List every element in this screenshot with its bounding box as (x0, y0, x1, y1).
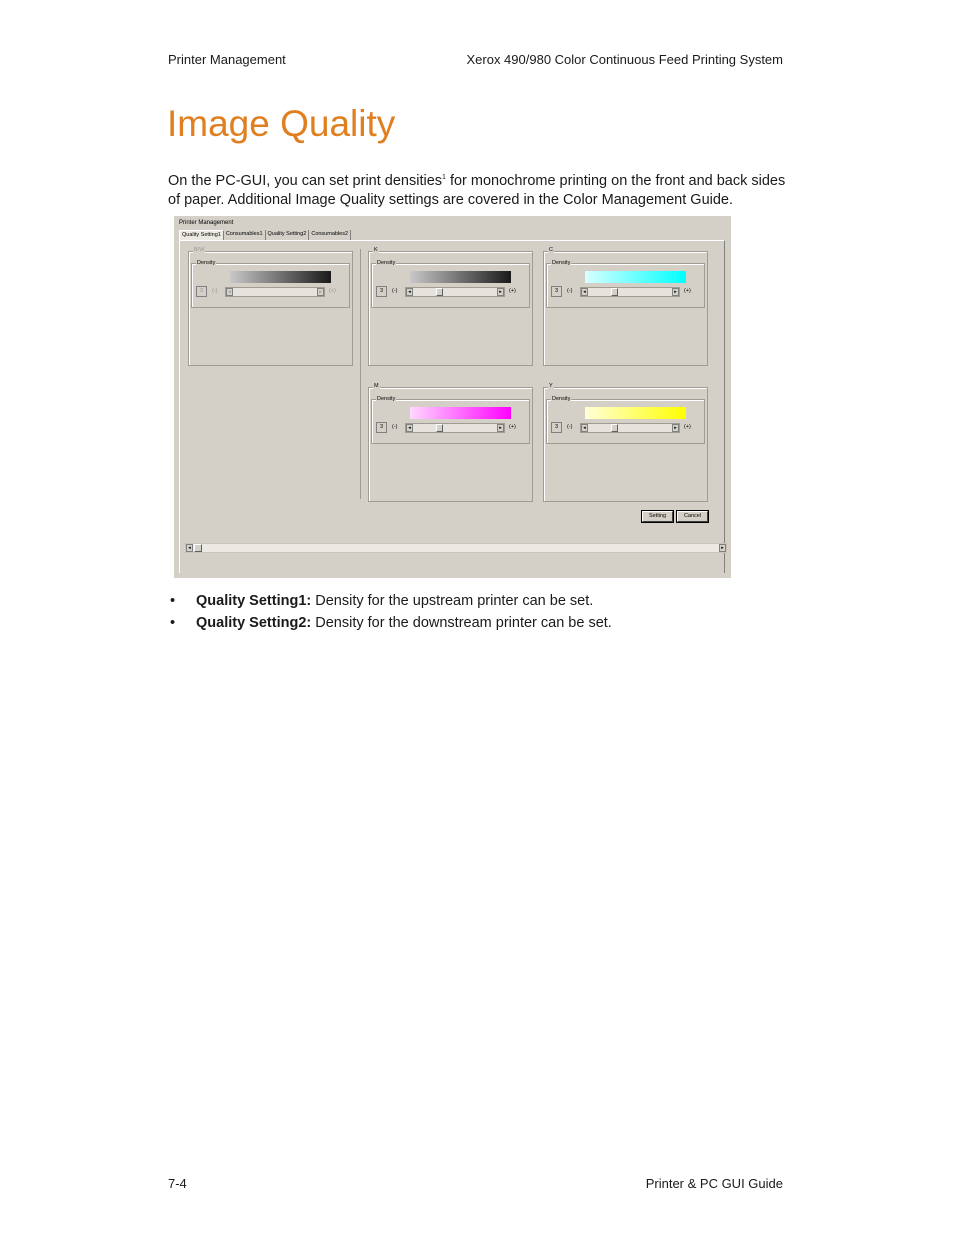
left-arrow-icon[interactable]: ◂ (581, 424, 588, 432)
left-arrow-icon[interactable]: ◂ (226, 288, 233, 296)
scroll-left-icon[interactable]: ◂ (186, 544, 193, 552)
running-header-left: Printer Management (168, 52, 286, 67)
pc-gui-screenshot (174, 216, 731, 578)
slider-thumb[interactable] (611, 288, 618, 296)
density-slider[interactable] (580, 287, 680, 297)
bullet-text: Density for the upstream printer can be set. (311, 593, 594, 609)
panel-label: C (549, 247, 553, 253)
minus-label: (-) (567, 288, 573, 294)
plus-label: (+) (684, 288, 691, 294)
plus-label: (+) (329, 288, 336, 294)
right-arrow-icon[interactable]: ▸ (317, 288, 324, 296)
scroll-right-icon[interactable]: ▸ (719, 544, 726, 552)
density-label: Density (377, 260, 396, 266)
scroll-thumb[interactable] (194, 544, 202, 552)
minus-label: (-) (567, 424, 573, 430)
density-gradient (585, 407, 686, 419)
tab-quality-setting2[interactable]: Quality Setting2 (266, 230, 310, 240)
panel-label: K (374, 247, 378, 253)
minus-label: (-) (392, 424, 398, 430)
density-slider[interactable] (580, 423, 680, 433)
running-footer-right: Printer & PC GUI Guide (645, 1176, 783, 1191)
density-slider[interactable] (225, 287, 325, 297)
right-arrow-icon[interactable]: ▸ (672, 288, 679, 296)
plus-label: (+) (509, 288, 516, 294)
density-gradient (410, 407, 511, 419)
intro-paragraph (168, 168, 798, 210)
density-gradient (230, 271, 331, 283)
density-value: 3 (551, 422, 562, 433)
tab-quality-setting1[interactable]: Quality Setting1 (179, 230, 224, 240)
density-value: 3 (196, 286, 207, 297)
bullet-term: Quality Setting1: (196, 593, 312, 609)
intro-text-after: for monochrome printing on the front and back sides of paper. Additional Image Quality settings are covered in the Color Management Guide. (168, 172, 786, 208)
page-number: 7-4 (168, 1176, 187, 1191)
density-slider[interactable] (405, 423, 505, 433)
density-group (191, 260, 350, 308)
bullet-icon: • (170, 615, 176, 631)
left-arrow-icon[interactable]: ◂ (406, 424, 413, 432)
density-slider[interactable] (405, 287, 505, 297)
divider (360, 249, 361, 499)
tab-consumables1[interactable]: Consumables1 (224, 230, 266, 240)
density-value: 3 (551, 286, 562, 297)
density-label: Density (197, 260, 216, 266)
panel-bw (188, 247, 353, 366)
density-gradient (585, 271, 686, 283)
footnote-mark: 1 (442, 174, 446, 181)
cancel-button[interactable]: Cancel (677, 511, 708, 522)
page-title: Image Quality (167, 103, 396, 144)
tab-consumables2[interactable]: Consumables2 (309, 230, 351, 240)
right-arrow-icon[interactable]: ▸ (672, 424, 679, 432)
density-group (546, 396, 705, 444)
plus-label: (+) (684, 424, 691, 430)
density-label: Density (552, 260, 571, 266)
minus-label: (-) (212, 288, 218, 294)
horizontal-scrollbar[interactable] (185, 543, 727, 553)
window-title: Printer Management (179, 220, 234, 226)
panel-label: Y (549, 383, 553, 389)
density-label: Density (552, 396, 571, 402)
left-arrow-icon[interactable]: ◂ (406, 288, 413, 296)
slider-thumb[interactable] (436, 288, 443, 296)
panel-y (543, 383, 708, 502)
density-group (546, 260, 705, 308)
plus-label: (+) (509, 424, 516, 430)
density-value: 3 (376, 422, 387, 433)
density-gradient (410, 271, 511, 283)
tab-strip (179, 230, 351, 240)
density-group (371, 260, 530, 308)
setting-button[interactable]: Setting (642, 511, 673, 522)
panel-c (543, 247, 708, 366)
list-item (168, 612, 612, 634)
panel-m (368, 383, 533, 502)
right-arrow-icon[interactable]: ▸ (497, 424, 504, 432)
list-item (168, 590, 612, 612)
slider-thumb[interactable] (611, 424, 618, 432)
right-arrow-icon[interactable]: ▸ (497, 288, 504, 296)
left-arrow-icon[interactable]: ◂ (581, 288, 588, 296)
density-group (371, 396, 530, 444)
density-label: Density (377, 396, 396, 402)
bullet-list (168, 590, 612, 634)
bullet-icon: • (170, 593, 176, 609)
density-value: 3 (376, 286, 387, 297)
bullet-text: Density for the downstream printer can be set. (311, 615, 612, 631)
bullet-term: Quality Setting2: (196, 615, 312, 631)
slider-thumb[interactable] (436, 424, 443, 432)
running-header-right: Xerox 490/980 Color Continuous Feed Printing System (466, 52, 783, 67)
panel-k (368, 247, 533, 366)
minus-label: (-) (392, 288, 398, 294)
panel-label: B/W (194, 247, 205, 253)
panel-label: M (374, 383, 379, 389)
intro-text-before: On the PC-GUI, you can set print densities (168, 172, 443, 189)
